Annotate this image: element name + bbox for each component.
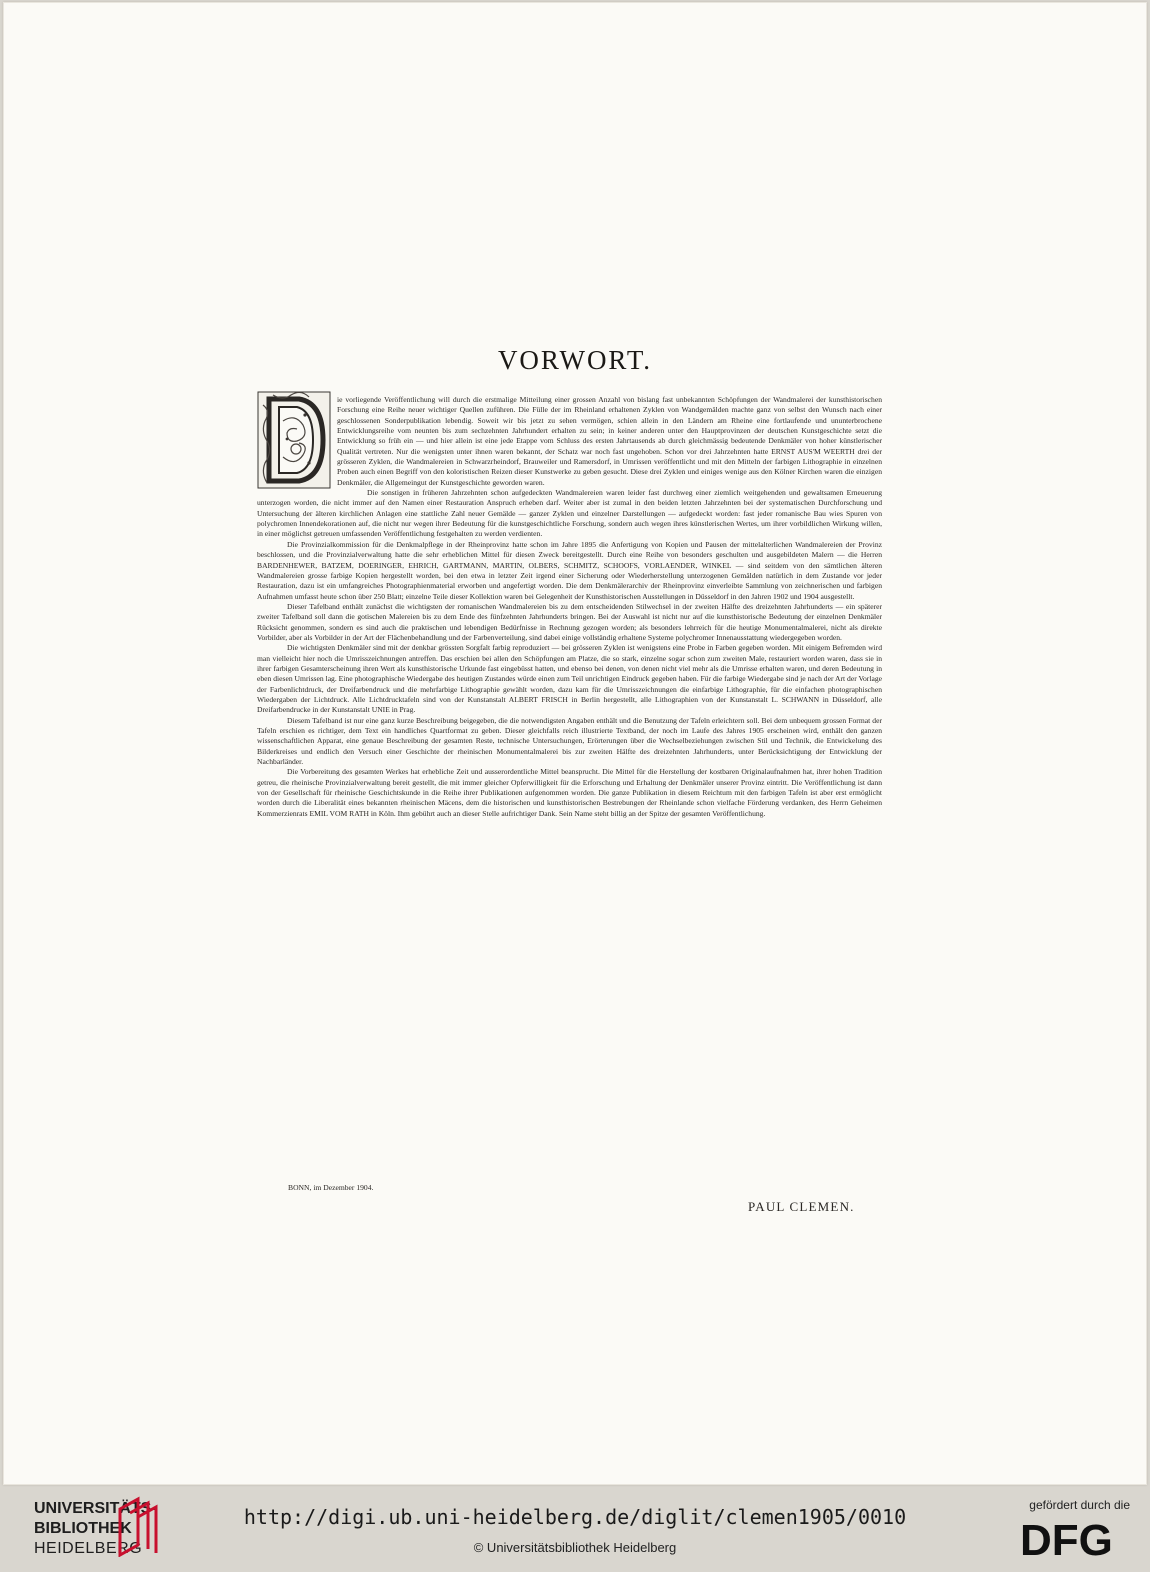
scanned-page <box>3 2 1147 1485</box>
paragraph: Die Provinzialkommission für die Denkmalpflege in der Rheinprovinz hatte schon im Jahre 1895 die Anfertigung von Kopien und Pausen der mittelalterlichen Wandmalereien der Provinz beschlossen, und die Provinzialverwaltung hatte die sehr erheblichen Mittel für diesen Zweck bereitgestellt. Durch eine Reihe von besonders geschulten und ausgebildeten Malern — die Herren BARDENHEWER, BATZEM, DOERINGER, EHRICH, GARTMANN, MARTIN, OLBERS, SCHMITZ, SCHOOFS, VORLAENDER, WINKEL — sind seitdem von den sämtlichen älteren Wandmalereien grosse farbige Kopien hergestellt worden, bei den etwa in letzter Zeit irgend einer Sicherung oder Wiederherstellung unterzogenen Gemälden natürlich in dem Zustande vor jeder Restauration, dazu ist ein umfangreiches Photographienmaterial erworben und angefertigt worden. Die dem Denkmälerarchiv der Rheinprovinz einverleibte Sammlung von zeichnerischen und farbigen Aufnahmen umfasst heute schon über 250 Blatt; einzelne Teile dieser Kollektion waren bei Gelegenheit der Kunsthistorischen Ausstellungen in Düsseldorf in den Jahren 1902 und 1904 ausgestellt. <box>257 539 882 601</box>
funded-by-label: gefördert durch die <box>1029 1498 1130 1512</box>
ornamental-initial-d <box>257 391 331 489</box>
library-name: UNIVERSITÄTS- BIBLIOTHEK HEIDELBERG <box>34 1500 157 1557</box>
paragraph: Die wichtigsten Denkmäler sind mit der denkbar grössten Sorgfalt farbig reproduziert — bei grösseren Zyklen ist wenigstens eine Probe in Farben gegeben worden. Mit einigem Befremden wird man vielleicht hier noch die Umrisszeichnungen antreffen. Das erschien bei allen den Schöpfungen am Platze, die so stark, einzelne sogar schon zum zweiten Male, restauriert worden waren, dass sie in ihrer farbigen Gesamterscheinung ihren Wert als kunsthistorische Urkunde fast eingebüsst hatten, und ebenso bei denen, von denen nicht viel mehr als die Umrisse erhalten waren, und deren Bedeutung in eben diesen Umrissen lag. Eine photographische Wiedergabe des heutigen Zustandes würde einen zum Teil unrichtigen Eindruck gegeben haben. Für die farbige Wiedergabe sind je nach der Art der Vorlage der Farbenlichtdruck, der Dreifarbendruck und die mehrfarbige Lithographie gewählt worden, dazu kam für die Umrisszeichnungen die einfarbige Lithographie, für die einfachen photographischen Wiedergaben der Lichtdruck. Alle Lichtdrucktafeln sind von der Kunstanstalt ALBERT FRISCH in Berlin hergestellt, alle Lithographien von der Kunstanstalt L. SCHWANN in Düsseldorf, alle Dreifarbendrucke in der Kunstanstalt UNIE in Prag. <box>257 643 882 715</box>
dfg-logo-icon <box>1020 1517 1130 1566</box>
author-signature: PAUL CLEMEN. <box>748 1199 855 1214</box>
dfg-logo-text: DFG <box>1020 1517 1113 1561</box>
page-title: VORWORT. <box>497 345 653 375</box>
viewer-footer <box>0 1487 1150 1572</box>
paragraph: Die Vorbereitung des gesamten Werkes hat erhebliche Zeit und ausserordentliche Mittel beansprucht. Die Mittel für die Herstellung der kostbaren Originalaufnahmen hat, ihrer hohen Tradition getreu, die rheinische Provinzialverwaltung bereit gestellt, die mit immer gleicher Opferwilligkeit für die Erforschung und Erhaltung der Denkmäler unserer Provinz eintritt. Die Veröffentlichung ist dann von der Gesellschaft für rheinische Geschichtskunde in die Reihe ihrer Publikationen aufgenommen worden. Die ganze Publikation in diesem Reichtum mit den farbigen Tafeln ist aber erst ermöglicht worden durch die Liberalität eines bekannten rheinischen Mäcens, dem die historischen und kunsthistorischen Bestrebungen der Rheinlande schon vielfache Förderung verdanken, des Herrn Geheimen Kommerzienrats EMIL VOM RATH in Köln. Ihm gebührt auch an dieser Stelle aufrichtiger Dank. Sein Name steht billig an der Spitze der gesamten Veröffentlichung. <box>257 767 882 818</box>
permalink-url[interactable]: http://digi.ub.uni-heidelberg.de/diglit/clemen1905/0010 <box>243 1505 907 1529</box>
paragraph: Dieser Tafelband enthält zunächst die wichtigsten der romanischen Wandmalereien bis zu dem entscheidenden Stilwechsel in der zweiten Hälfte des dreizehnten Jahrhunderts — ein späterer zweiter Tafelband soll dann die gotischen Malereien bis zu dem Ende des fünfzehnten Jahrhunderts bringen. Bei der Auswahl ist nicht nur auf die kunsthistorische Bedeutung der einzelnen Denkmäler Rücksicht genommen, sondern es sind auch die praktischen und lebendigen Bedürfnisse in Rechnung gezogen worden; als besonders lehrreich für die heutige Monumentalmalerei, nicht als direkte Vorbilder, aber als Vorbilder in der Art der Flächenbehandlung und der Farbenverteilung, sind dabei einige vollständig erhaltene Systeme polychromer Innenausstattung wiedergegeben worden. <box>257 601 882 642</box>
copyright-notice: © Universitätsbibliothek Heidelberg <box>473 1540 677 1555</box>
paragraph: Die sonstigen in früheren Jahrzehnten schon aufgedeckten Wandmalereien waren leider fast durchweg einer ziemlich weitgehenden und gewaltsamen Erneuerung unterzogen worden, die nicht immer auf den Namen einer Restauration Anspruch erheben darf. Weiter aber ist zumal in den beiden letzten Jahrzehnten bei der systematischen Durchforschung und Untersuchung der älteren kirchlichen Anlagen eine stattliche Zahl neuer Gemälde — ganzer Zyklen und einzelner Darstellungen — aufgedeckt worden: fast jeder romanische Bau wies Spuren von polychromen Innendekorationen auf, die nicht nur wegen ihrer Bedeutung für die kunstgeschichtliche Forschung, sondern auch wegen ihres künstlerischen Wertes, um ihrer vorbildlichen Wirkung willen, in einer möglichst getreuen umfassenden Veröffentlichung festgehalten zu werden verdienten. <box>257 488 882 539</box>
preface-body <box>257 395 882 819</box>
paragraph: ie vorliegende Veröffentlichung will durch die erstmalige Mitteilung einer grossen Anzahl von bislang fast unbekannten Schöpfungen der Wandmalerei der kunsthistorischen Forschung eine Reihe neuer wichtiger Quellen zuführen. Die Fülle der im Rheinland erhaltenen Zyklen von Wandgemälden machte ganz von selbst den Wunsch nach einer geschlossenen Sonderpublikation lebendig. Soweit wir bis jetzt zu sehen vermögen, schien allein in den Ländern am Rheine eine fortlaufende und ununterbrochene Entwicklungsreihe vom neunten bis zum sechzehnten Jahrhundert erhalten zu sein; in keiner anderen unter den Hauptprovinzen der deutschen Kunstgeschichte setzt die Entwicklung so früh ein — und hier allein ist eine jede Etappe vom Schluss des ersten Jahrtausends ab durch gleichmässig bedeutende Denkmäler von hoher künstlerischer Qualität vertreten. Nur die wenigsten unter ihnen waren bekannt, der Schatz war noch fast ungehoben. Schon vor drei Jahrzehnten hatte ERNST AUS'M WEERTH drei der grösseren Zyklen, die Wandmalereien in Schwarzrheindorf, Brauweiler und Ramersdorf, in Umrissen veröffentlicht und mit den Mitteln der farbigen Lithographie in einzelnen Proben auch einen Begriff von den koloristischen Reizen dieser Kunstwerke zu geben gesucht. Diese drei Zyklen und einiges wenige aus den Kölner Kirchen waren die einzigen Denkmäler, die Allgemeingut der Kunstgeschichte geworden waren. <box>257 395 882 488</box>
paragraph: Diesem Tafelband ist nur eine ganz kurze Beschreibung beigegeben, die die notwendigsten Angaben enthält und die Benutzung der Tafeln erleichtern soll. Bei dem unbequem grossen Format der Tafeln erschien es richtiger, dem Text ein handliches Quartformat zu geben. Dieser gleichfalls reich illustrierte Textband, der noch im Laufe des Jahres 1905 erscheinen wird, enthält den ganzen wissenschaftlichen Apparat, eine genaue Beschreibung der gesamten Reste, technische Untersuchungen, Erörterungen über die Wechselbeziehungen zwischen Stil und Technik, die Entwickelung des Bilderkreises und endlich den Versuch einer Geschichte der rheinischen Monumentalmalerei bis zur zweiten Hälfte des dreizehnten Jahrhunderts, unter Berücksichtigung der Entwicklung der Nachbarländer. <box>257 715 882 767</box>
place-date: BONN, im Dezember 1904. <box>288 1183 374 1192</box>
